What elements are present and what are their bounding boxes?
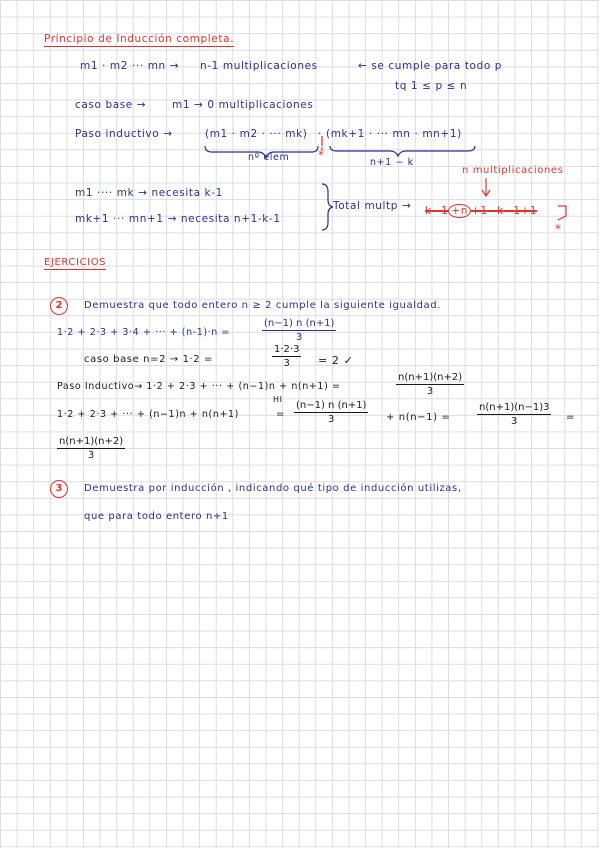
base-case-expression: m1 → 0 multiplicaciones xyxy=(172,99,314,111)
total-star: * xyxy=(555,222,562,236)
term-k: k xyxy=(425,205,432,217)
chain-left: 1·2 + 2·3 + ··· + (n−1)n + n(n+1) xyxy=(57,409,239,420)
page-title: Principio de Inducción completa. xyxy=(44,33,235,45)
multiplication-count: n-1 multiplicaciones xyxy=(200,60,318,72)
n-mult-note: n multiplicaciones xyxy=(462,165,564,176)
base-case-check-label: caso base n=2 → 1·2 = xyxy=(84,354,214,365)
exercise-2-statement: Demuestra que todo entero n ≥ 2 cumple la siguiente igualdad. xyxy=(84,300,441,311)
chain-middle: + n(n−1) = xyxy=(386,412,451,423)
inductive-left-product: (m1 · m2 · ··· mk) xyxy=(205,128,308,140)
exercise-3-number: 3 xyxy=(50,480,68,498)
chain-fraction-2-numerator: n(n+1)(n−1)3 xyxy=(479,402,550,413)
claim-condition: tq 1 ≤ p ≤ n xyxy=(395,80,468,92)
target-fraction-denominator: 3 xyxy=(426,386,434,397)
base-fraction-numerator: 1·2·3 xyxy=(274,344,300,355)
left-underbrace xyxy=(205,146,318,158)
total-line-1: m1 ···· mk → necesita k-1 xyxy=(75,187,223,199)
base-case-result: = 2 ✓ xyxy=(318,354,354,367)
final-fraction-numerator: n(n+1)(n+2) xyxy=(59,436,124,447)
inductive-star: * xyxy=(318,148,325,162)
right-underbrace xyxy=(330,146,475,156)
chain-fraction-1-denominator: 3 xyxy=(328,414,335,425)
target-fraction-numerator: n(n+1)(n+2) xyxy=(398,372,463,383)
hi-label: HI xyxy=(273,395,283,404)
term-minus-1: −1 xyxy=(431,205,449,217)
term-minus-1b: −1 xyxy=(503,205,521,217)
term-plus-1b: +1 xyxy=(520,205,538,217)
inductive-right-product: (mk+1 · ··· mn · mn+1) xyxy=(326,128,462,140)
base-case-label: caso base → xyxy=(75,99,147,111)
final-fraction-denominator: 3 xyxy=(87,450,95,461)
ejercicios-heading: EJERCICIOS xyxy=(44,257,107,268)
brace-left-label: nº elem xyxy=(248,152,290,163)
claim-text: ← se cumple para todo p xyxy=(358,60,503,72)
exercise-3-line-1: Demuestra por inducción , indicando qué tipo de inducción utilizas, xyxy=(84,483,462,494)
chain-fraction-2-denominator: 3 xyxy=(511,416,518,427)
term-plus-1: +1 xyxy=(471,205,488,217)
term-plus-n: +n xyxy=(448,204,471,218)
base-fraction-denominator: 3 xyxy=(283,358,290,369)
chain-tail-equals: = xyxy=(566,412,575,423)
star-hook xyxy=(558,206,566,220)
sum-expression: 1·2 + 2·3 + 3·4 + ··· + (n-1)·n = xyxy=(57,327,231,338)
exercise-3-line-2: que para todo entero n+1 xyxy=(84,511,229,522)
total-label: Total multp → xyxy=(333,200,412,212)
exercise-2-number: 2 xyxy=(50,297,68,315)
sum-fraction-denominator: 3 xyxy=(296,332,303,343)
inductive-step-label: Paso inductivo → xyxy=(75,128,173,140)
product-expression: m1 · m2 ··· mn → xyxy=(80,60,180,72)
chain-fraction-1-numerator: (n−1) n (n+1) xyxy=(296,400,367,411)
sum-fraction-numerator: (n−1) n (n+1) xyxy=(264,318,335,329)
brace-right-label: n+1 − k xyxy=(370,157,414,168)
chain-equals: = xyxy=(276,409,285,420)
inductive-step-line: Paso Inductivo→ 1·2 + 2·3 + ··· + (n−1)n + n(n+1) = xyxy=(57,381,341,392)
inductive-dot: · xyxy=(318,128,322,140)
total-line-2: mk+1 ··· mn+1 → necesita n+1-k-1 xyxy=(75,213,281,225)
curly-bracket xyxy=(322,184,333,230)
term-minus-k: −k xyxy=(487,205,504,217)
